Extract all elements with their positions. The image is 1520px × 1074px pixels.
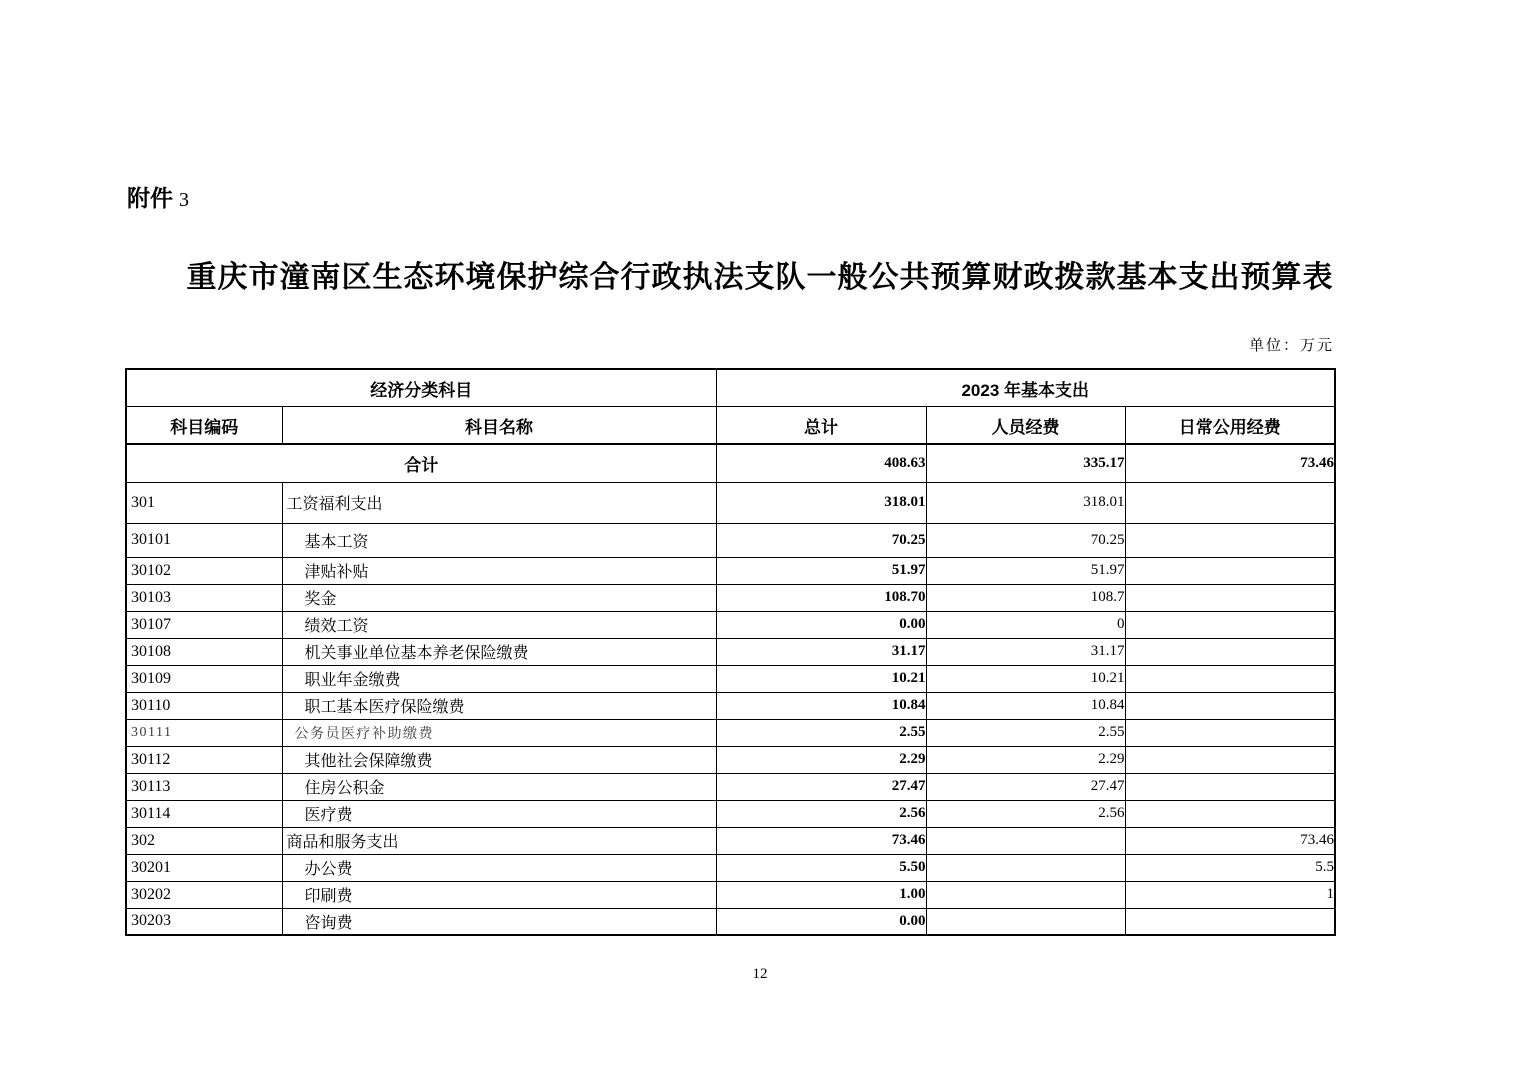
row-personnel (926, 881, 1125, 908)
header-col-daily: 日常公用经费 (1125, 407, 1335, 445)
header-col-personnel: 人员经费 (926, 407, 1125, 445)
row-daily (1125, 800, 1335, 827)
row-name: 商品和服务支出 (282, 827, 716, 854)
row-code: 30109 (126, 665, 282, 692)
table-header (126, 369, 1335, 482)
row-total: 70.25 (716, 523, 926, 557)
row-name: 办公费 (282, 854, 716, 881)
total-row-personnel: 335.17 (926, 444, 1125, 482)
header-col-total: 总计 (716, 407, 926, 445)
row-total: 2.29 (716, 746, 926, 773)
row-total: 1.00 (716, 881, 926, 908)
header-expenditure-group: 2023 年基本支出 (716, 369, 1335, 407)
row-name: 工资福利支出 (282, 482, 716, 523)
table-row (126, 638, 1335, 665)
row-total: 108.70 (716, 584, 926, 611)
row-code: 30107 (126, 611, 282, 638)
row-total: 31.17 (716, 638, 926, 665)
row-code: 30101 (126, 523, 282, 557)
table-row (126, 881, 1335, 908)
page-title: 重庆市潼南区生态环境保护综合行政执法支队一般公共预算财政拨款基本支出预算表 (186, 261, 1334, 294)
table-row (126, 908, 1335, 935)
row-total: 10.21 (716, 665, 926, 692)
total-row-total: 408.63 (716, 444, 926, 482)
row-code: 30112 (126, 746, 282, 773)
row-daily (1125, 908, 1335, 935)
row-name: 津贴补贴 (282, 557, 716, 584)
row-name: 机关事业单位基本养老保险缴费 (282, 638, 716, 665)
table-row (126, 482, 1335, 523)
row-daily (1125, 482, 1335, 523)
row-name: 印刷费 (282, 881, 716, 908)
row-daily (1125, 584, 1335, 611)
row-personnel (926, 854, 1125, 881)
row-daily (1125, 523, 1335, 557)
row-code: 30102 (126, 557, 282, 584)
row-personnel: 2.56 (926, 800, 1125, 827)
row-personnel: 31.17 (926, 638, 1125, 665)
page-number: 12 (752, 966, 768, 982)
row-personnel: 10.84 (926, 692, 1125, 719)
header-classification-group: 经济分类科目 (126, 369, 716, 407)
row-code: 302 (126, 827, 282, 854)
row-name: 绩效工资 (282, 611, 716, 638)
row-code: 30111 (126, 719, 282, 746)
row-name: 职工基本医疗保险缴费 (282, 692, 716, 719)
row-name: 住房公积金 (282, 773, 716, 800)
header-col-name: 科目名称 (282, 407, 716, 445)
row-personnel: 27.47 (926, 773, 1125, 800)
table-row (126, 854, 1335, 881)
row-personnel: 10.21 (926, 665, 1125, 692)
budget-table (125, 368, 1336, 936)
attachment-label (127, 180, 189, 213)
row-name: 奖金 (282, 584, 716, 611)
attachment-label-text: 附件 (127, 185, 173, 211)
row-total: 2.56 (716, 800, 926, 827)
row-code: 30113 (126, 773, 282, 800)
row-total: 5.50 (716, 854, 926, 881)
total-row-label: 合计 (126, 444, 716, 482)
row-personnel: 51.97 (926, 557, 1125, 584)
row-personnel (926, 827, 1125, 854)
row-daily (1125, 773, 1335, 800)
row-total: 318.01 (716, 482, 926, 523)
row-name: 其他社会保障缴费 (282, 746, 716, 773)
row-personnel: 318.01 (926, 482, 1125, 523)
row-daily: 1 (1125, 881, 1335, 908)
row-code: 30114 (126, 800, 282, 827)
row-daily (1125, 665, 1335, 692)
row-code: 301 (126, 482, 282, 523)
row-code: 30203 (126, 908, 282, 935)
table-row (126, 692, 1335, 719)
total-row (126, 444, 1335, 482)
row-name: 基本工资 (282, 523, 716, 557)
row-daily: 73.46 (1125, 827, 1335, 854)
row-name: 医疗费 (282, 800, 716, 827)
table-row (126, 584, 1335, 611)
row-daily (1125, 557, 1335, 584)
row-daily (1125, 746, 1335, 773)
header-columns-row (126, 407, 1335, 445)
row-daily: 5.5 (1125, 854, 1335, 881)
row-total: 0.00 (716, 611, 926, 638)
table-row (126, 746, 1335, 773)
table-row (126, 773, 1335, 800)
header-col-code: 科目编码 (126, 407, 282, 445)
row-total: 2.55 (716, 719, 926, 746)
row-total: 10.84 (716, 692, 926, 719)
row-code: 30103 (126, 584, 282, 611)
table-row (126, 800, 1335, 827)
row-personnel: 70.25 (926, 523, 1125, 557)
attachment-number: 3 (179, 189, 189, 211)
row-daily (1125, 692, 1335, 719)
row-daily (1125, 719, 1335, 746)
header-group-row (126, 369, 1335, 407)
table-row (126, 665, 1335, 692)
row-code: 30202 (126, 881, 282, 908)
row-code: 30108 (126, 638, 282, 665)
row-daily (1125, 611, 1335, 638)
unit-note: 单位：万元 (1248, 338, 1334, 354)
row-code: 30201 (126, 854, 282, 881)
table-row (126, 557, 1335, 584)
row-personnel: 108.7 (926, 584, 1125, 611)
row-personnel (926, 908, 1125, 935)
row-personnel: 2.29 (926, 746, 1125, 773)
row-name: 咨询费 (282, 908, 716, 935)
row-total: 73.46 (716, 827, 926, 854)
row-total: 27.47 (716, 773, 926, 800)
table-body (126, 482, 1335, 935)
row-daily (1125, 638, 1335, 665)
row-name: 职业年金缴费 (282, 665, 716, 692)
table-row (126, 611, 1335, 638)
row-total: 0.00 (716, 908, 926, 935)
row-personnel: 2.55 (926, 719, 1125, 746)
row-total: 51.97 (716, 557, 926, 584)
row-code: 30110 (126, 692, 282, 719)
table-row (126, 523, 1335, 557)
total-row-daily: 73.46 (1125, 444, 1335, 482)
row-name: 公务员医疗补助缴费 (282, 719, 716, 746)
table-row (126, 719, 1335, 746)
row-personnel: 0 (926, 611, 1125, 638)
table-row (126, 827, 1335, 854)
